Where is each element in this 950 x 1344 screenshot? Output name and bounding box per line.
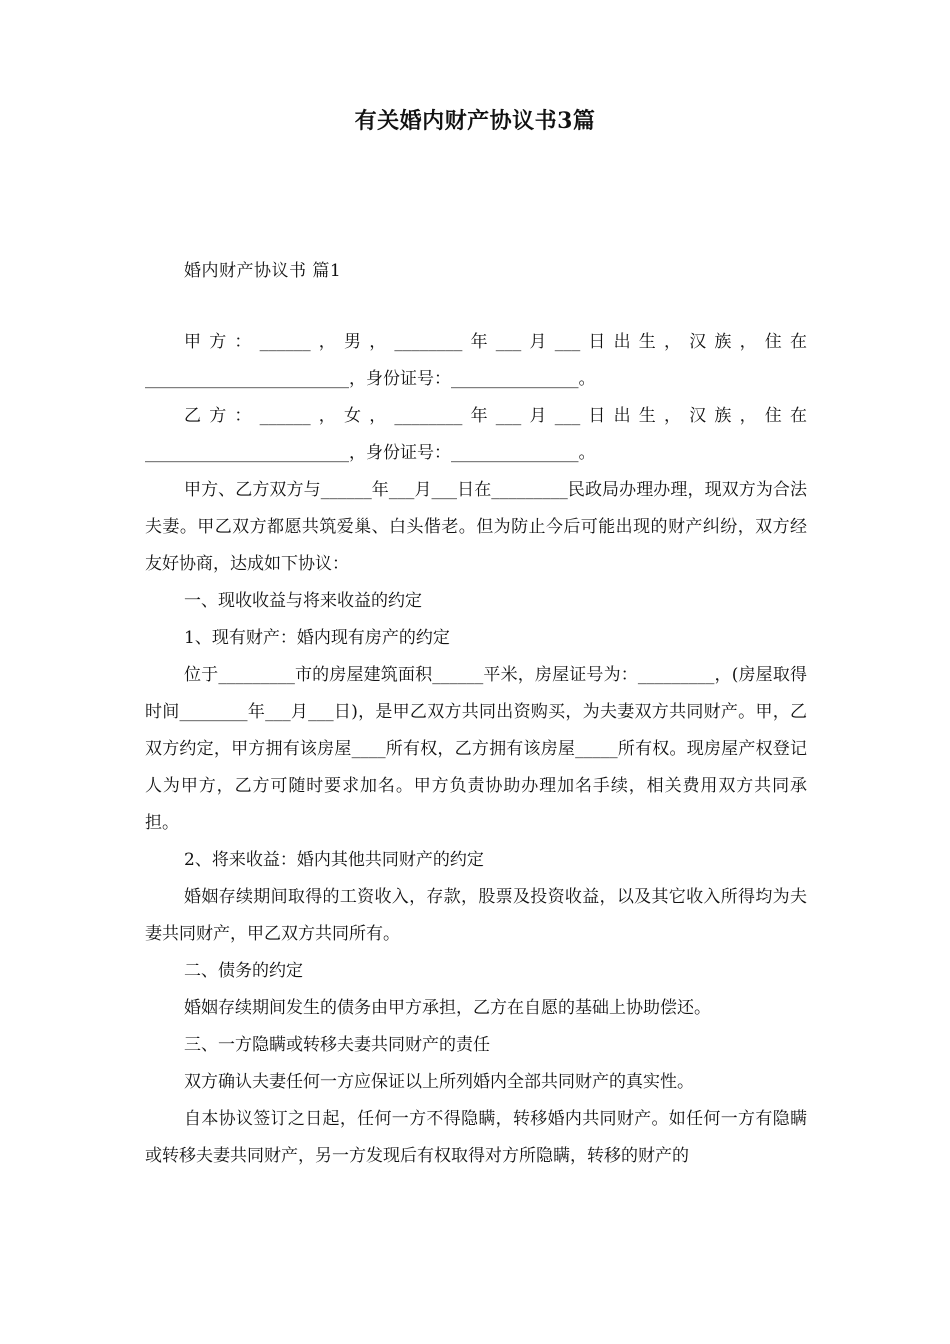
clause-heading-concealment: 三、一方隐瞒或转移夫妻共同财产的责任 — [184, 1035, 490, 1055]
debt-paragraph: 婚姻存续期间发生的债务由甲方承担，乙方在自愿的基础上协助偿还。 — [184, 998, 711, 1018]
future-income-paragraph: 婚姻存续期间取得的工资收入，存款，股票及投资收益，以及其它收入所得均为夫妻共同财产，甲乙双方共同所有。 — [145, 887, 807, 944]
party-b-address-line: ________________________，身份证号：_______________。 — [145, 443, 596, 463]
section-heading: 婚内财产协议书 篇1 — [184, 261, 342, 281]
document-title: 有关婚内财产协议书3篇 — [354, 108, 596, 134]
party-b-line: 乙方：______，女，________年___月___日出生，汉族，住在 — [184, 406, 807, 426]
marriage-registration-paragraph: 甲方、乙方双方与______年___月___日在_________民政局办理办理，现双方为合法夫妻。甲乙双方都愿共筑爱巢、白头偕老。但为防止今后可能出现的财产纠纷，双方经友好协商，达成如下协议： — [145, 480, 807, 574]
concealment-paragraph: 自本协议签订之日起，任何一方不得隐瞒，转移婚内共同财产。如任何一方有隐瞒或转移夫妻共同财产，另一方发现后有权取得对方所隐瞒，转移的财产的 — [145, 1109, 807, 1166]
subclause-heading-future-income: 2、将来收益：婚内其他共同财产的约定 — [184, 850, 484, 870]
clause-heading-income: 一、现收收益与将来收益的约定 — [184, 591, 422, 611]
house-property-paragraph: 位于_________市的房屋建筑面积______平米，房屋证号为：_________，(房屋取得时间________年___月___日)，是甲乙双方共同出资购买，为夫妻双方共同财产。甲，乙双方约定，甲方拥有该房屋____所有权，乙方拥有该房屋_____所有权。现房屋产权登记人为甲方，乙方可随时要求加名。甲方负责协助办理加名手续，相关费用双方共同承担。 — [145, 665, 807, 833]
confirmation-paragraph: 双方确认夫妻任何一方应保证以上所列婚内全部共同财产的真实性。 — [184, 1072, 694, 1092]
subclause-heading-existing-property: 1、现有财产：婚内现有房产的约定 — [184, 628, 450, 648]
party-a-line: 甲方：______，男，________年___月___日出生，汉族，住在 — [184, 332, 807, 352]
clause-heading-debt: 二、债务的约定 — [184, 961, 303, 981]
document-body — [145, 324, 807, 1175]
party-a-address-line: ________________________，身份证号：_______________。 — [145, 369, 596, 389]
